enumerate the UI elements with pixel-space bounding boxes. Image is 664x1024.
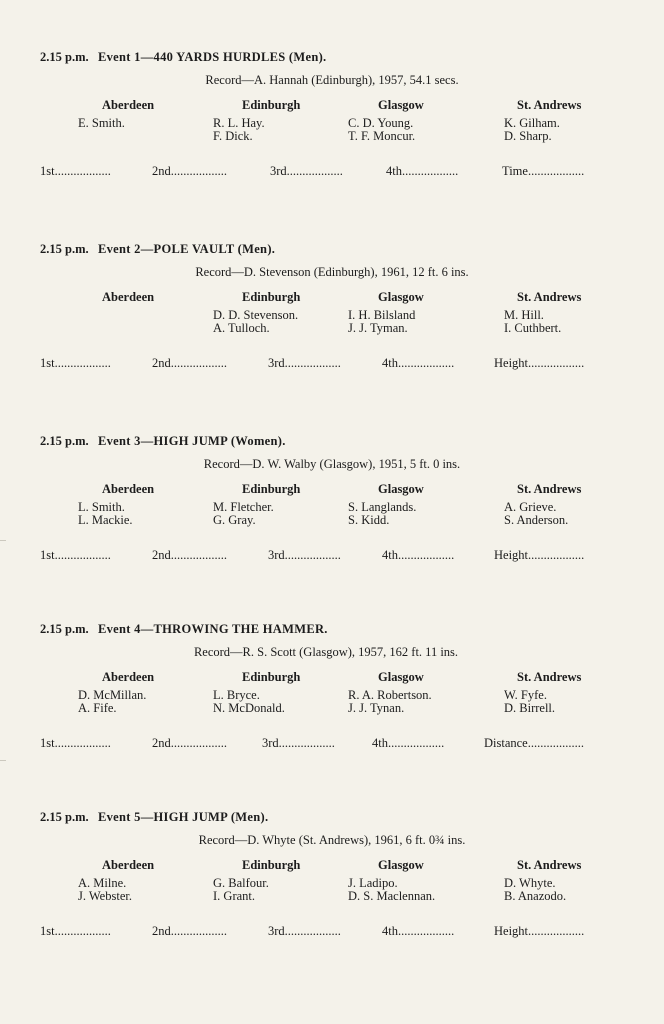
team-name: Edinburgh [242,290,301,304]
athlete-name: I. Cuthbert. [504,321,562,335]
athlete-list [504,117,654,143]
athlete-name: J. Webster. [78,889,132,903]
team-column [78,858,228,903]
team-name: Glasgow [378,98,424,112]
event-time: 2.15 p.m. [40,810,89,824]
team-column [213,290,363,335]
athlete-list [504,689,654,715]
athlete-name: M. Fletcher. [213,500,274,514]
event-title: Event 3—HIGH JUMP (Women). [98,434,286,448]
athlete-name: L. Bryce. [213,688,260,702]
result-field: 2nd.................. [152,356,227,370]
athlete-name: F. Dick. [213,129,253,143]
athlete-name: J. J. Tyman. [348,321,408,335]
team-name: Aberdeen [102,290,155,304]
result-field: 1st.................. [40,164,111,178]
athlete-list [348,877,498,903]
result-field: 3rd.................. [268,924,341,938]
athlete-name: J. J. Tynan. [348,701,405,715]
athlete-list [504,877,654,903]
athlete-name: B. Anazodo. [504,889,567,903]
team-name: Edinburgh [242,858,301,872]
team-column [213,858,363,903]
result-field: 4th.................. [372,736,445,750]
result-field: 4th.................. [386,164,459,178]
athlete-name: R. A. Robertson. [348,688,432,702]
event-heading [40,242,275,257]
athlete-name: I. Grant. [213,889,255,903]
team-name: Glasgow [378,858,424,872]
event-title: Event 2—POLE VAULT (Men). [98,242,276,256]
result-field: Height.................. [494,356,585,370]
athlete-name: A. Milne. [78,876,127,890]
event-1 [0,50,664,200]
team-column [213,670,363,715]
team-name: Aberdeen [102,858,155,872]
event-5 [0,810,664,960]
event-title: Event 5—HIGH JUMP (Men). [98,810,269,824]
result-field: 1st.................. [40,924,111,938]
athlete-list [213,501,363,527]
athlete-name: S. Langlands. [348,500,417,514]
event-3 [0,434,664,584]
athlete-name: N. McDonald. [213,701,285,715]
athlete-name: T. F. Moncur. [348,129,416,143]
event-title: Event 4—THROWING THE HAMMER. [98,622,328,636]
event-time: 2.15 p.m. [40,242,89,256]
athlete-list [504,309,654,335]
team-column [504,858,654,903]
athlete-list [213,689,363,715]
athlete-name: S. Kidd. [348,513,390,527]
event-heading [40,810,268,825]
event-heading [40,622,328,637]
athlete-name: M. Hill. [504,308,544,322]
team-column [78,98,228,130]
team-column [504,290,654,335]
result-field: Distance.................. [484,736,584,750]
athlete-name: D. Whyte. [504,876,556,890]
team-name: Aberdeen [102,482,155,496]
result-field: 3rd.................. [262,736,335,750]
athlete-name: A. Grieve. [504,500,557,514]
athlete-list [78,689,228,715]
team-name: Glasgow [378,482,424,496]
event-2 [0,242,664,392]
team-column [78,290,228,309]
team-column [348,482,498,527]
team-column [78,482,228,527]
athlete-name: D. McMillan. [78,688,147,702]
athlete-name: K. Gilham. [504,116,560,130]
result-field: 2nd.................. [152,548,227,562]
team-column [504,482,654,527]
athlete-list [504,501,654,527]
team-name: Aberdeen [102,98,155,112]
athlete-name: G. Gray. [213,513,256,527]
team-name: St. Andrews [517,670,582,684]
event-title: Event 1—440 YARDS HURDLES (Men). [98,50,327,64]
athlete-list [348,501,498,527]
result-field: 3rd.................. [270,164,343,178]
athlete-name: A. Tulloch. [213,321,270,335]
team-name: St. Andrews [517,290,582,304]
athlete-list [348,117,498,143]
athlete-list [78,501,228,527]
team-column [213,482,363,527]
team-column [213,98,363,143]
athlete-list [78,117,228,130]
athlete-list [348,309,498,335]
team-name: St. Andrews [517,482,582,496]
event-record: Record—D. Whyte (St. Andrews), 1961, 6 ft. 0¾ ins. [198,833,466,847]
event-time: 2.15 p.m. [40,50,89,64]
event-record: Record—A. Hannah (Edinburgh), 1957, 54.1 secs. [205,73,459,87]
athlete-name: A. Fife. [78,701,117,715]
result-field: 2nd.................. [152,164,227,178]
team-column [348,98,498,143]
team-name: St. Andrews [517,98,582,112]
event-record: Record—R. S. Scott (Glasgow), 1957, 162 ft. 11 ins. [193,645,459,659]
athlete-name: D. D. Stevenson. [213,308,299,322]
athlete-name: D. Sharp. [504,129,552,143]
result-field: 4th.................. [382,356,455,370]
team-name: St. Andrews [517,858,582,872]
athlete-name: G. Balfour. [213,876,269,890]
result-field: Height.................. [494,548,585,562]
athlete-name: L. Mackie. [78,513,133,527]
result-field: 1st.................. [40,548,111,562]
team-column [504,670,654,715]
event-4 [0,622,664,772]
athlete-name: J. Ladipo. [348,876,398,890]
athlete-list [78,877,228,903]
team-name: Edinburgh [242,482,301,496]
athlete-name: D. Birrell. [504,701,556,715]
team-name: Edinburgh [242,98,301,112]
result-field: 4th.................. [382,548,455,562]
team-name: Edinburgh [242,670,301,684]
team-name: Glasgow [378,670,424,684]
athlete-list [213,309,363,335]
athlete-list [348,689,498,715]
athlete-list [213,877,363,903]
result-field: 2nd.................. [152,924,227,938]
athlete-name: D. S. Maclennan. [348,889,436,903]
athlete-name: L. Smith. [78,500,125,514]
event-heading [40,50,326,65]
athlete-name: I. H. Bilsland [348,308,416,322]
team-name: Glasgow [378,290,424,304]
team-name: Aberdeen [102,670,155,684]
athlete-name: S. Anderson. [504,513,569,527]
team-column [348,290,498,335]
result-field: Time.................. [502,164,585,178]
athlete-name: W. Fyfe. [504,688,547,702]
result-field: 3rd.................. [268,548,341,562]
event-record: Record—D. W. Walby (Glasgow), 1951, 5 ft. 0 ins. [203,457,461,471]
result-field: 1st.................. [40,736,111,750]
result-field: 1st.................. [40,356,111,370]
team-column [504,98,654,143]
result-field: 4th.................. [382,924,455,938]
athlete-name: E. Smith. [78,116,125,130]
event-time: 2.15 p.m. [40,622,89,636]
event-heading [40,434,286,449]
result-field: 3rd.................. [268,356,341,370]
team-column [348,858,498,903]
team-column [348,670,498,715]
result-field: Height.................. [494,924,585,938]
athlete-list [213,117,363,143]
athlete-name: C. D. Young. [348,116,414,130]
result-field: 2nd.................. [152,736,227,750]
event-time: 2.15 p.m. [40,434,89,448]
athlete-name: R. L. Hay. [213,116,265,130]
event-record: Record—D. Stevenson (Edinburgh), 1961, 12 ft. 6 ins. [195,265,469,279]
team-column [78,670,228,715]
